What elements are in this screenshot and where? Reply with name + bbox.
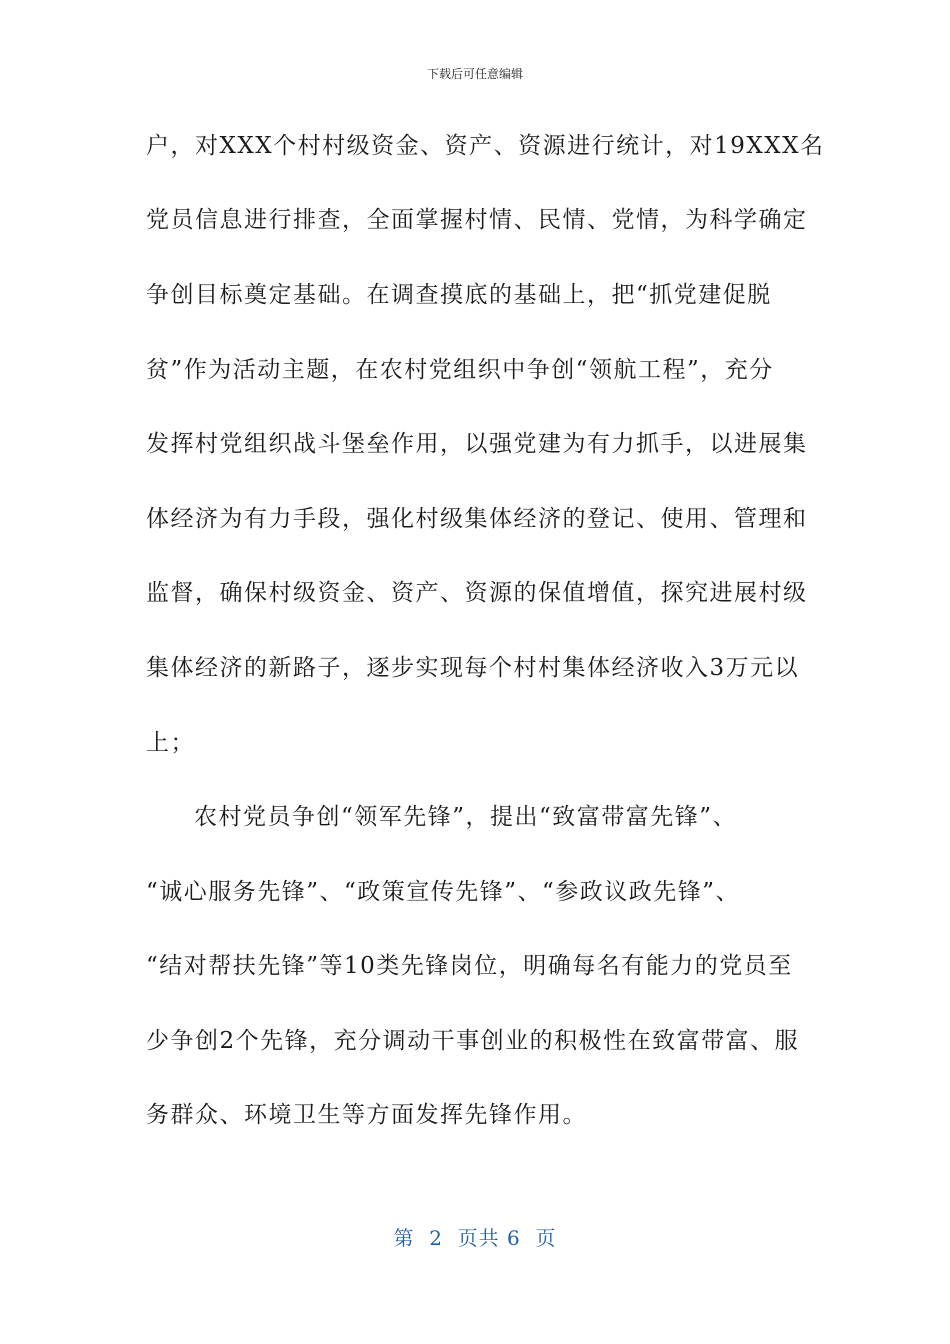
body-line-8: 集体经济的新路子，逐步实现每个村村集体经济收入3万元以 [146,655,800,681]
body-line-10: 农村党员争创“领军先锋”，提出“致富带富先锋”、 [194,804,738,830]
body-line-11: “诚心服务先锋”、“政策宣传先锋”、“参政议政先锋”、 [146,879,741,905]
body-line-5: 发挥村党组织战斗堡垒作用，以强党建为有力抓手，以进展集 [146,431,808,457]
body-line-1: 户，对XXX个村村级资金、资产、资源进行统计，对19XXX名 [146,133,825,159]
body-line-7: 监督，确保村级资金、资产、资源的保值增值，探究进展村级 [146,580,808,606]
body-line-14: 务群众、环境卫生等方面发挥先锋作用。 [146,1102,587,1128]
body-line-3: 争创目标奠定基础。在调查摸底的基础上，把“抓党建促脱 [146,282,772,308]
page-header: 下载后可任意编辑 [426,67,523,81]
body-line-4: 贫”作为活动主题，在农村党组织中争创“领航工程”，充分 [146,357,774,383]
body-line-12: “结对帮扶先锋”等10类先锋岗位，明确每名有能力的党员至 [146,953,793,979]
body-line-6: 体经济为有力手段，强化村级集体经济的登记、使用、管理和 [146,506,808,532]
body-line-2: 党员信息进行排查，全面掌握村情、民情、党情，为科学确定 [146,207,808,233]
body-line-13: 少争创2个先锋，充分调动干事创业的积极性在致富带富、服 [146,1028,800,1054]
page-number-footer: 第 2 页共 6 页 [393,1226,557,1250]
body-line-9: 上； [146,730,195,756]
